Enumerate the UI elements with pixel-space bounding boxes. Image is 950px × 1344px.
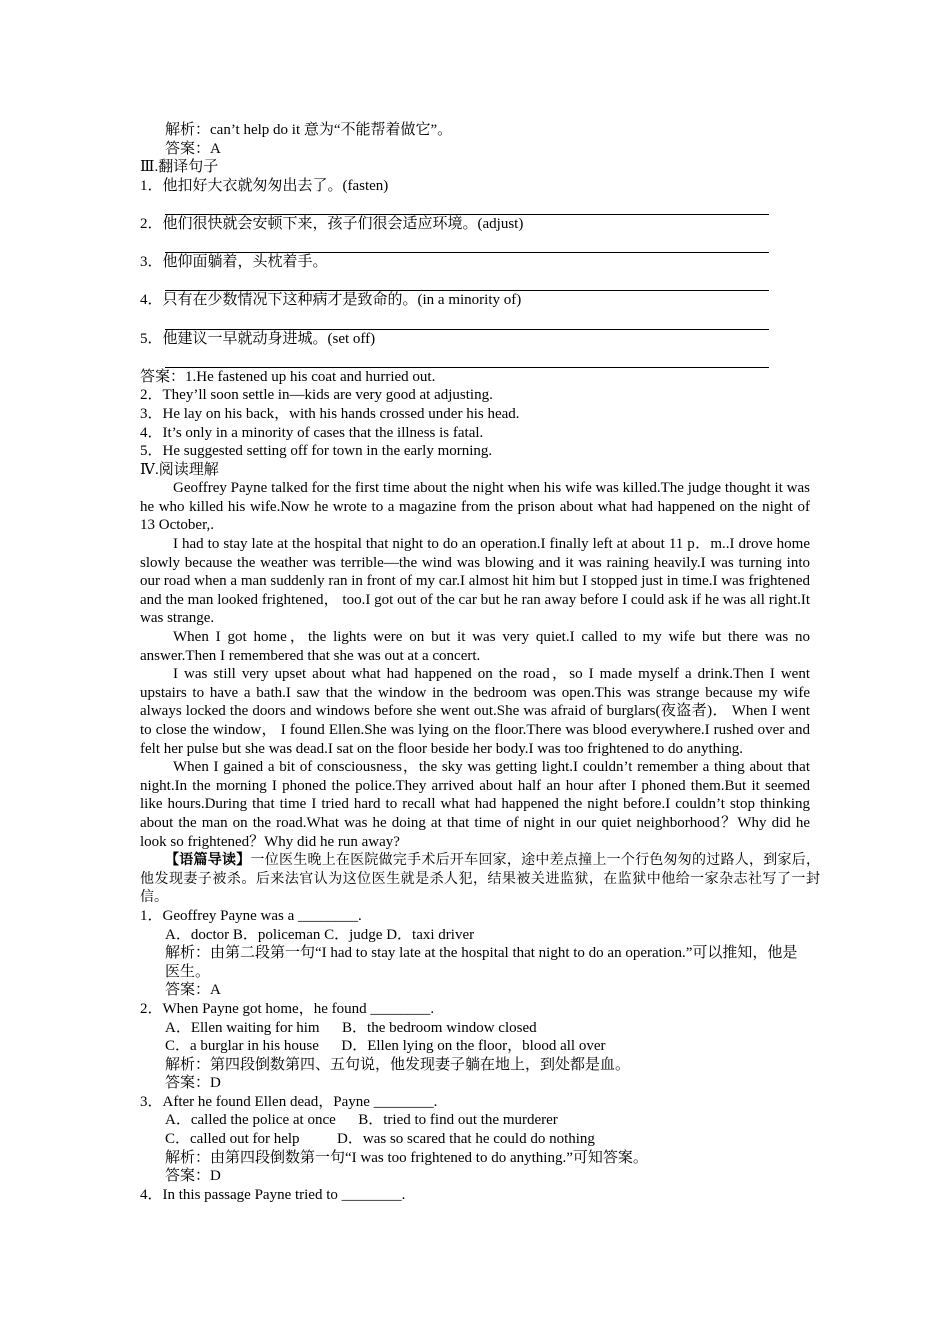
answer-blank-line bbox=[165, 195, 769, 215]
question-options: A．Ellen waiting for him B．the bedroom window closed bbox=[165, 1019, 537, 1036]
question-stem: 2．When Payne got home，he found ________. bbox=[140, 1000, 435, 1017]
passage-paragraph: Geoffrey Payne talked for the first time about the night when his wife was killed.The judge thought it was he who killed his wife.Now he wrote to a magazine from the prison about what had happened on the night of 13 October,. bbox=[140, 480, 810, 534]
passage-paragraph: When I got home，the lights were on but it was very quiet.I called to my wife but there was no answer.Then I remembered that she was out at a concert. bbox=[140, 629, 810, 664]
question-options: A．called the police at once B．tried to find out the murderer bbox=[165, 1112, 558, 1129]
translation-answer: 4．It’s only in a minority of cases that the illness is fatal. bbox=[140, 424, 484, 441]
question-answer: 答案：D bbox=[165, 1075, 221, 1092]
passage-paragraph: I was still very upset about what had happened on the road，so I made myself a drink.Then I went upstairs to have a bath.I saw that the window in the bedroom was open.This was strange because my wife always locked the doors and windows before she went out.She was afraid of burglars(夜盗者)． When I went to close the window， I found Ellen.She was lying on the floor.There was blood everywhere.I rushed over and felt her pulse but she was dead.I sat on the floor beside her body.I was too frightened to do anything. bbox=[140, 666, 810, 757]
translation-answer: 3．He lay on his back，with his hands crossed under his head. bbox=[140, 405, 520, 422]
passage-paragraph: I had to stay late at the hospital that night to do an operation.I finally left at about 11 p．m..I drove home slowly because the weather was terrible—the wind was blowing and it was raining heavily.I was turning into our road when a man suddenly ran in front of my car.I almost hit him but I stopped just in time.I was frightened and the man looked frightened， too.I got out of the car but he ran away before I could ask if he was all right.It was strange. bbox=[140, 536, 810, 627]
question-options: C．a burglar in his house D．Ellen lying on the floor，blood all over bbox=[165, 1038, 606, 1055]
translation-item: 1．他扣好大衣就匆匆出去了。(fasten) bbox=[140, 177, 389, 194]
question-answer: 答案：A bbox=[165, 982, 221, 999]
translation-item: 4．只有在少数情况下这种病才是致命的。(in a minority of) bbox=[140, 292, 522, 309]
question-analysis: 解析：由第二段第一句“I had to stay late at the hospital that night to do an operation.”可以推知，他是医生。 bbox=[165, 945, 798, 980]
document-page bbox=[140, 121, 820, 1204]
analysis-line: 解析：can’t help do it 意为“不能帮着做它”。 bbox=[165, 122, 453, 138]
question-options: A．doctor B．policeman C．judge D．taxi driver bbox=[165, 926, 475, 943]
translation-answer: 5．He suggested setting off for town in the early morning. bbox=[140, 443, 493, 460]
translation-answer: 答案：1.He fastened up his coat and hurried out. bbox=[140, 368, 436, 385]
guide-text: 一位医生晚上在医院做完手术后开车回家，途中差点撞上一个行色匆匆的过路人，到家后，他发现妻子被杀。后来法官认为这位医生就是杀人犯，结果被关进监狱，在监狱中他给一家杂志社写了一封信。 bbox=[140, 852, 820, 906]
guide-label: 【语篇导读】 bbox=[165, 852, 251, 869]
translation-item: 2．他们很快就会安顿下来，孩子们很会适应环境。(adjust) bbox=[140, 215, 524, 232]
question-analysis: 解析：第四段倒数第四、五句说，他发现妻子躺在地上，到处都是血。 bbox=[165, 1056, 631, 1073]
translation-item: 5．他建议一早就动身进城。(set off) bbox=[140, 330, 376, 347]
answer-line: 答案：A bbox=[165, 140, 221, 157]
question-analysis: 解析：由第四段倒数第一句“I was too frightened to do anything.”可知答案。 bbox=[165, 1149, 648, 1166]
question-answer: 答案：D bbox=[165, 1168, 221, 1185]
translation-answer: 2．They’ll soon settle in—kids are very good at adjusting. bbox=[140, 387, 493, 404]
question-stem: 4．In this passage Payne tried to ________. bbox=[140, 1186, 406, 1203]
answer-blank-line bbox=[165, 348, 769, 368]
answer-blank-line bbox=[165, 272, 769, 292]
passage-paragraph: When I gained a bit of consciousness，the sky was getting light.I couldn’t remember a thing about that night.In the morning I phoned the police.They arrived about half an hour after I phoned them.But it seemed like hours.During that time I tried hard to recall what had happened the night before.I couldn’t stop thinking about the man on the road.What was he doing at that time of night in our quiet neighborhood？Why did he look so frightened？Why did he run away? bbox=[140, 759, 810, 850]
answer-blank-line bbox=[165, 310, 769, 330]
section-heading-reading: Ⅳ.阅读理解 bbox=[140, 461, 219, 478]
passage-guide bbox=[140, 851, 820, 907]
question-stem: 1．Geoffrey Payne was a ________. bbox=[140, 907, 362, 924]
question-stem: 3．After he found Ellen dead，Payne ________. bbox=[140, 1093, 438, 1110]
question-options: C．called out for help D．was so scared that he could do nothing bbox=[165, 1131, 595, 1148]
translation-item: 3．他仰面躺着，头枕着手。 bbox=[140, 254, 328, 271]
answer-blank-line bbox=[165, 234, 769, 254]
section-heading-translation: Ⅲ.翻译句子 bbox=[140, 159, 219, 176]
